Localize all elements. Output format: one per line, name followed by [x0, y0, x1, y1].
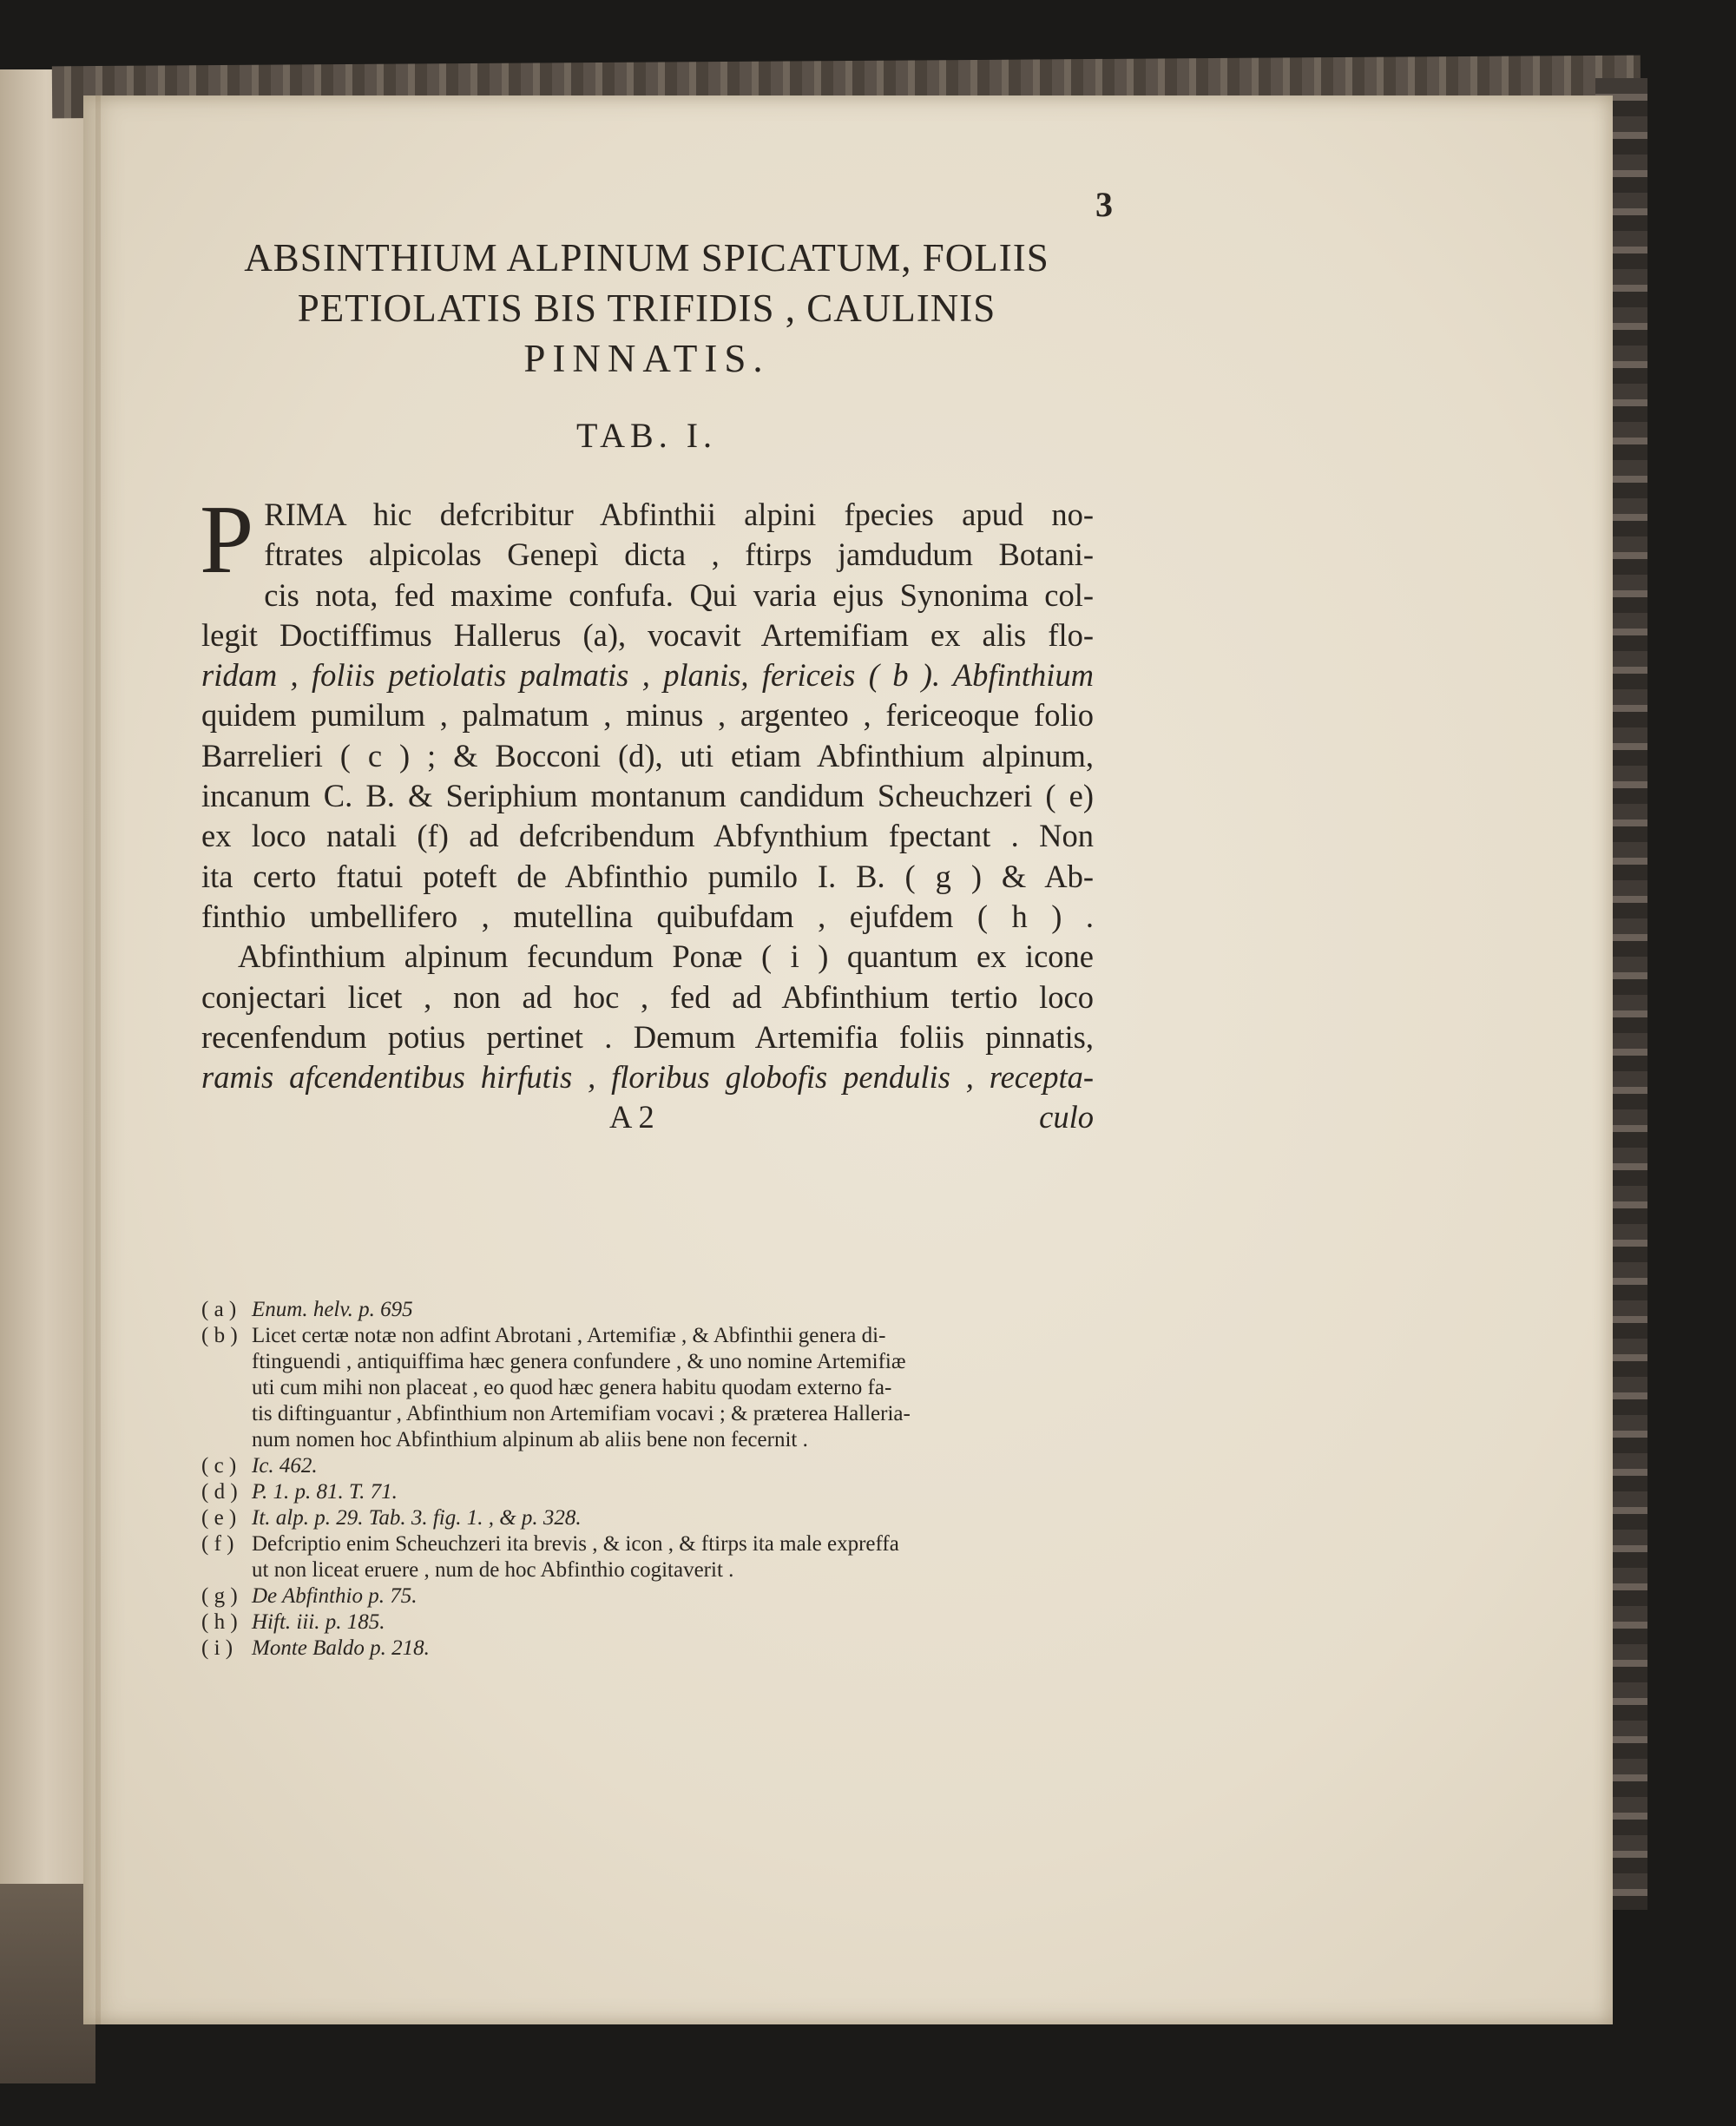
footnote-b — [201, 1323, 1094, 1453]
text-line: conjectari licet , non ad hoc , fed ad Abfinthium tertio loco — [201, 978, 1094, 1015]
book-cover-corner — [0, 1884, 95, 2083]
text-line: RIMA hic defcribitur Abfinthii alpini fpecies apud no- — [264, 497, 1094, 532]
footnote-text: num nomen hoc Abfinthium alpinum ab aliis bene non fecernit . — [252, 1428, 808, 1451]
footnote-key: ( d ) — [201, 1480, 238, 1504]
footnote-key: ( f ) — [201, 1532, 234, 1556]
signature-mark: A 2 — [609, 1099, 654, 1135]
footnote-c — [201, 1453, 1094, 1479]
footnote-text: Enum. helv. p. 695 — [252, 1298, 413, 1321]
footnote-text: ftinguendi , antiquiffima hæc genera confundere , & uno nomine Artemifiæ — [252, 1350, 906, 1373]
footnotes — [201, 1297, 1094, 1662]
text-line: legit Doctiffimus Hallerus (a), vocavit Artemifiam ex alis flo- — [201, 616, 1094, 653]
footnote-h — [201, 1609, 1094, 1636]
title-line-2: PETIOLATIS BIS TRIFIDIS , CAULINIS — [297, 286, 996, 330]
text-line: ramis afcendentibus hirfutis , floribus globofis pendulis , recepta- — [201, 1059, 1094, 1096]
page-title — [200, 233, 1094, 384]
footnote-text: tis diftinguantur , Abfinthium non Artemifiam vocavi ; & præterea Halleria- — [252, 1402, 911, 1425]
title-line-1: ABSINTHIUM ALPINUM SPICATUM, FOLIIS — [244, 236, 1049, 280]
page-number: 3 — [1095, 185, 1113, 224]
text-line: ex loco natali (f) ad defcribendum Abfynthium fpectant . Non — [201, 818, 1094, 854]
text-line: ita certo ftatui poteft de Abfinthio pumilo I. B. ( g ) & Ab- — [201, 858, 1094, 894]
footnote-f — [201, 1531, 1094, 1583]
text-line: ftrates alpicolas Genepì dicta , ftirps jamdudum Botani- — [264, 536, 1094, 573]
footnote-key: ( b ) — [201, 1324, 238, 1347]
footnote-text: Monte Baldo p. 218. — [252, 1636, 430, 1660]
footnote-key: ( e ) — [201, 1506, 237, 1530]
footnote-text: uti cum mihi non placeat , eo quod hæc genera habitu quodam externo fa- — [252, 1376, 892, 1399]
main-text — [200, 486, 1094, 1138]
paragraph-2 — [201, 937, 1094, 1097]
footnote-key: ( i ) — [201, 1636, 233, 1660]
page-gutter — [95, 95, 101, 2024]
text-line: Barrelieri ( c ) ; & Bocconi (d), uti etiam Abfinthium alpinum, — [201, 737, 1094, 773]
text-line: incanum C. B. & Seriphium montanum candidum Scheuchzeri ( e) — [201, 778, 1094, 814]
footnote-a — [201, 1297, 1094, 1323]
plate-reference: TAB. I. — [575, 416, 718, 455]
footnote-text: Hift. iii. p. 185. — [252, 1610, 385, 1634]
footnote-d — [201, 1479, 1094, 1505]
catchword: culo — [1039, 1099, 1094, 1135]
footnote-g — [201, 1583, 1094, 1609]
footnote-text: P. 1. p. 81. T. 71. — [252, 1480, 398, 1504]
footnote-text: ut non liceat eruere , num de hoc Abfinthio cogitaverit . — [252, 1558, 734, 1582]
previous-page-edge — [0, 69, 83, 2057]
text-line: quidem pumilum , palmatum , minus , argenteo , fericeoque folio — [201, 697, 1094, 734]
text-line: finthio umbellifero , mutellina quibufdam , ejufdem ( h ) . — [201, 898, 1094, 934]
footnote-key: ( g ) — [201, 1584, 238, 1608]
page-foot-line — [201, 1097, 1094, 1137]
footnote-text: It. alp. p. 29. Tab. 3. fig. 1. , & p. 328. — [252, 1506, 582, 1530]
paragraph-1 — [200, 486, 1094, 937]
text-line: cis nota, fed maxime confufa. Qui varia ejus Synonima col- — [264, 576, 1094, 613]
footnote-key: ( a ) — [201, 1298, 237, 1321]
footnote-text: De Abfinthio p. 75. — [252, 1584, 418, 1608]
drop-cap: P — [200, 486, 254, 594]
footnote-key: ( c ) — [201, 1454, 237, 1478]
footnote-e — [201, 1505, 1094, 1531]
title-line-3: PINNATIS. — [523, 337, 770, 380]
text-line: Abfinthium alpinum fecundum Ponæ ( i ) quantum ex icone — [238, 938, 1094, 975]
footnote-text: Ic. 462. — [252, 1454, 318, 1478]
footnote-text: Licet certæ notæ non adfint Abrotani , Artemifiæ , & Abfinthii genera di- — [252, 1324, 886, 1347]
text-line: ridam , foliis petiolatis palmatis , planis, fericeis ( b ). Abfinthium — [201, 657, 1094, 694]
footnote-key: ( h ) — [201, 1610, 238, 1634]
footnote-text: Defcriptio enim Scheuchzeri ita brevis , & icon , & ftirps ita male expreffa — [252, 1532, 899, 1556]
text-line: recenfendum potius pertinet . Demum Artemifia foliis pinnatis, — [201, 1018, 1094, 1055]
footnote-i — [201, 1636, 1094, 1662]
